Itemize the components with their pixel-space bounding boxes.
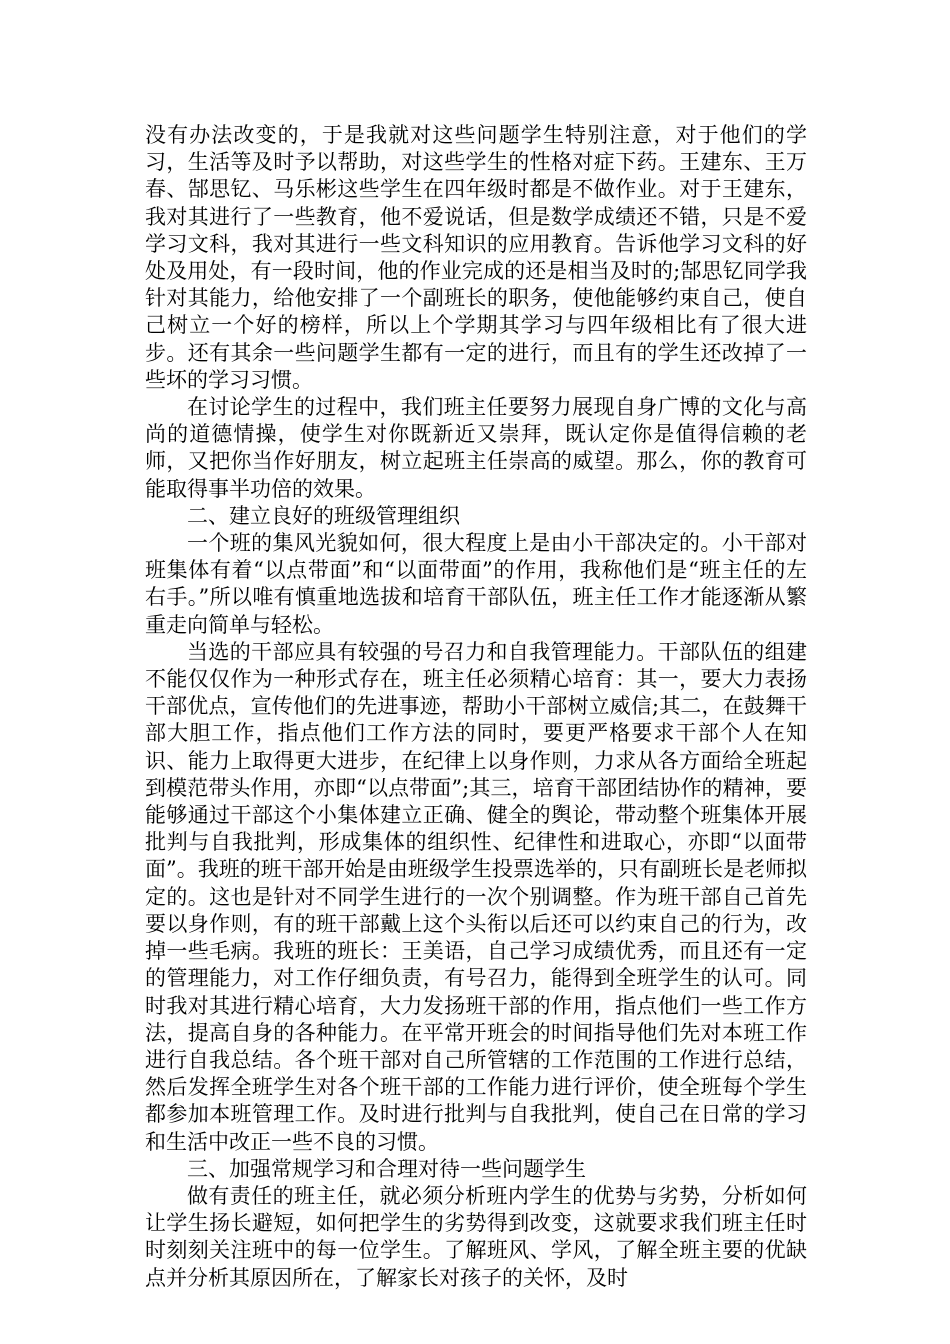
document-page <box>145 122 807 1292</box>
paragraph-responsible-teacher: 做有责任的班主任，就必须分析班内学生的优势与劣势，分析如何让学生扬长避短，如何把学生的劣势得到改变，这就要求我们班主任时时刻刻关注班中的每一位学生。了解班风、学风，了解全班主要的优缺点并分析其原因所在，了解家长对孩子的关怀，及时 <box>145 1183 807 1290</box>
paragraph-problem-students: 没有办法改变的，于是我就对这些问题学生特别注意，对于他们的学习，生活等及时予以帮助，对这些学生的性格对症下药。王建东、王万春、郜思钇、马乐彬这些学生在四年级时都是不做作业。对于王建东，我对其进行了一些教育，他不爱说话，但是数学成绩还不错，只是不爱学习文科，我对其进行一些文科知识的应用教育。告诉他学习文科的好处及用处，有一段时间，他的作业完成的还是相当及时的;郜思钇同学我针对其能力，给他安排了一个副班长的职务，使他能够约束自己，使自己树立一个好的榜样，所以上个学期其学习与四年级相比有了很大进步。还有其余一些问题学生都有一定的进行，而且有的学生还改掉了一些坏的学习习惯。 <box>145 123 807 392</box>
paragraph-teacher-prestige: 在讨论学生的过程中，我们班主任要努力展现自身广博的文化与高尚的道德情操，使学生对你既新近又崇拜，既认定你是值得信赖的老师，又把你当作好朋友，树立起班主任崇高的威望。那么，你的教育可能取得事半功倍的效果。 <box>145 395 807 501</box>
section-heading-class-organization: 二、建立良好的班级管理组织 <box>187 503 460 528</box>
paragraph-class-cadres: 一个班的集风光貌如何，很大程度上是由小干部决定的。小干部对班集体有着“以点带面”和“以面带面”的作用，我称他们是“班主任的左右手。”所以唯有慎重地选拔和培育干部队伍，班主任工作才能逐渐从繁重走向简单与轻松。 <box>145 531 807 637</box>
paragraph-cadre-training: 当选的干部应具有较强的号召力和自我管理能力。干部队伍的组建不能仅仅作为一种形式存在，班主任必须精心培育：其一，要大力表扬干部优点，宣传他们的先进事迹，帮助小干部树立威信;其二，在鼓舞干部大胆工作，指点他们工作方法的同时，要更严格要求干部个人在知识、能力上取得更大进步，在纪律上以身作则，力求从各方面给全班起到模范带头作用，亦即“以点带面”;其三，培育干部团结协作的精神，要能够通过干部这个小集体建立正确、健全的舆论，带动整个班集体开展批判与自我批判，形成集体的组织性、纪律性和进取心，亦即“以面带面”。我班的班干部开始是由班级学生投票选举的，只有副班长是老师拟定的。这也是针对不同学生进行的一次个别调整。作为班干部自己首先要以身作则，有的班干部戴上这个头衔以后还可以约束自己的行为，改掉一些毛病。我班的班长：王美语，自己学习成绩优秀，而且还有一定的管理能力，对工作仔细负责，有号召力，能得到全班学生的认可。同时我对其进行精心培育，大力发扬班干部的作用，指点他们一些工作方法，提高自身的各种能力。在平常开班会的时间指导他们先对本班工作进行自我总结。各个班干部对自己所管辖的工作范围的工作进行总结，然后发挥全班学生对各个班干部的工作能力进行评价，使全班每个学生都参加本班管理工作。及时进行批判与自我批判，使自己在日常的学习和生活中改正一些不良的习惯。 <box>145 639 807 1154</box>
section-heading-routine-learning: 三、加强常规学习和合理对待一些问题学生 <box>187 1156 586 1181</box>
